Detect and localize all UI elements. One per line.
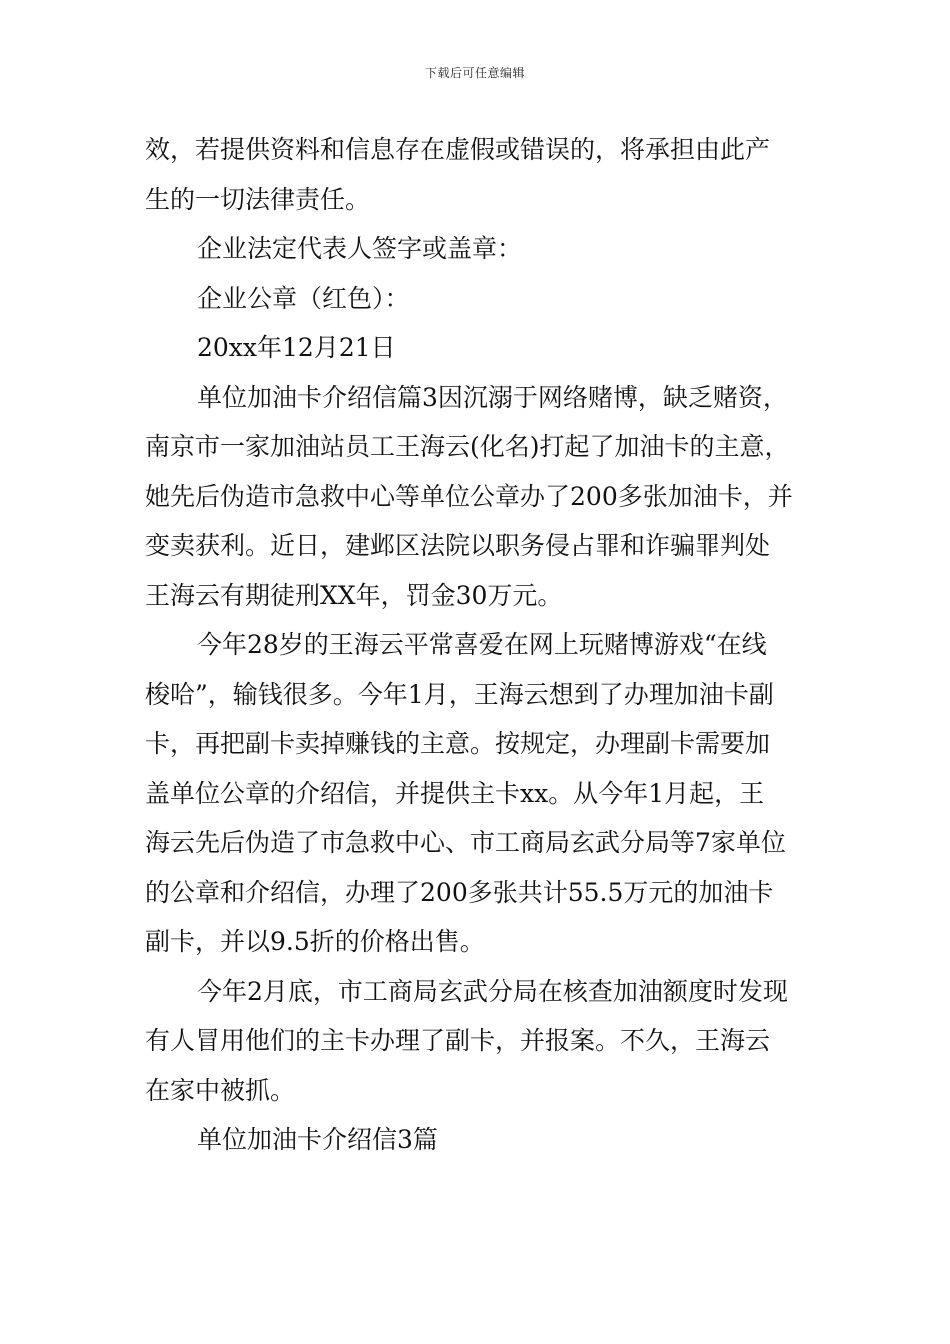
section-title: 单位加油卡介绍信3篇 (197, 1125, 438, 1154)
page-header-note: 下载后可任意编辑 (424, 66, 525, 80)
seal-label: 企业公章（红色）： (197, 283, 410, 313)
document-body (145, 125, 835, 1165)
body-line: 她先后伪造市急救中心等单位公章办了200多张加油卡，并 (145, 481, 793, 511)
body-line: 海云先后伪造了市急救中心、市工商局玄武分局等7家单位 (145, 828, 786, 857)
body-line: 效，若提供资料和信息存在虚假或错误的，将承担由此产 (145, 135, 771, 164)
body-line: 单位加油卡介绍信篇3因沉溺于网络赌博，缺乏赌资， (197, 382, 788, 412)
body-line: 生的一切法律责任。 (145, 184, 371, 214)
body-line: 变卖获利。近日，建邺区法院以职务侵占罪和诈骗罪判处 (145, 531, 771, 560)
signature-label: 企业法定代表人签字或盖章： (197, 234, 523, 263)
body-line: 梭哈”，输钱很多。今年1月，王海云想到了办理加油卡副 (145, 679, 774, 709)
body-line: 在家中被抓。 (145, 1075, 296, 1105)
body-line: 王海云有期徒刑XX年，罚金30万元。 (145, 580, 563, 610)
body-line: 今年28岁的王海云平常喜爱在网上玩赌博游戏“在线 (197, 630, 767, 659)
body-line: 南京市一家加油站员工王海云(化名)打起了加油卡的主意， (145, 432, 790, 461)
body-line: 的公章和介绍信，办理了200多张共计55.5万元的加油卡 (145, 877, 774, 907)
body-line: 今年2月底，市工商局玄武分局在核查加油额度时发现 (197, 976, 788, 1006)
body-line: 有人冒用他们的主卡办理了副卡，并报案。不久，王海云 (145, 1026, 771, 1055)
date-line: 20xx年12月21日 (197, 333, 396, 362)
body-line: 卡，再把副卡卖掉赚钱的主意。按规定，办理副卡需要加 (145, 729, 771, 758)
body-line: 盖单位公章的介绍信，并提供主卡xx。从今年1月起，王 (145, 778, 765, 808)
body-line: 副卡，并以9.5折的价格出售。 (145, 927, 485, 956)
